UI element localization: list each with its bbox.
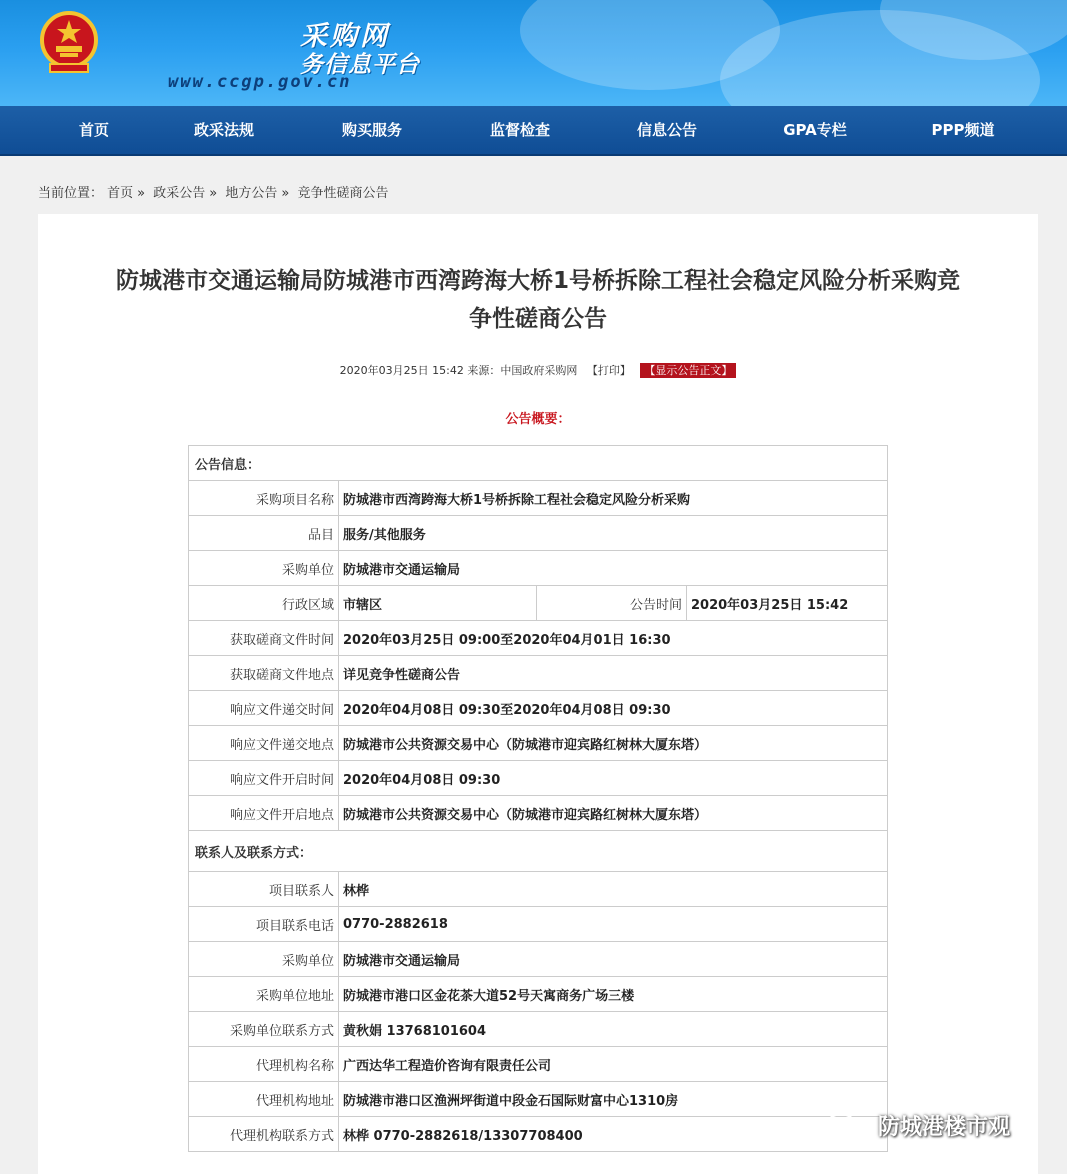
main-nav — [0, 106, 1067, 156]
table-row — [189, 1117, 888, 1152]
row-value: 2020年04月08日 09:30 — [339, 761, 888, 796]
row-value: 详见竞争性磋商公告 — [339, 656, 888, 691]
row-label: 响应文件递交地点 — [189, 726, 339, 761]
section-header: 公告信息： — [189, 446, 888, 481]
breadcrumb: 当前位置： 首页 » 政采公告 » 地方公告 » 竞争性磋商公告 — [38, 186, 389, 201]
row-label: 采购单位地址 — [189, 977, 339, 1012]
table-row — [189, 872, 888, 907]
row-value: 防城港市公共资源交易中心（防城港市迎宾路红树林大厦东塔） — [339, 796, 888, 831]
table-row — [189, 691, 888, 726]
table-row — [189, 446, 888, 481]
row-label: 公告时间 — [537, 586, 687, 621]
row-value: 防城港市公共资源交易中心（防城港市迎宾路红树林大厦东塔） — [339, 726, 888, 761]
info-table — [188, 445, 888, 1152]
table-row — [189, 656, 888, 691]
row-label: 采购项目名称 — [189, 481, 339, 516]
table-row — [189, 551, 888, 586]
article-meta — [38, 362, 1038, 378]
article-panel — [38, 214, 1038, 1174]
section-header: 联系人及联系方式： — [189, 831, 888, 872]
row-label: 代理机构联系方式 — [189, 1117, 339, 1152]
table-row — [189, 907, 888, 942]
table-row — [189, 726, 888, 761]
nav-announcements[interactable]: 信息公告 — [636, 121, 697, 139]
row-label: 获取磋商文件地点 — [189, 656, 339, 691]
row-label: 项目联系人 — [189, 872, 339, 907]
row-label: 响应文件开启地点 — [189, 796, 339, 831]
row-value: 防城港市港口区渔洲坪街道中段金石国际财富中心1310房 — [339, 1082, 888, 1117]
nav-supervision[interactable]: 监督检查 — [489, 121, 550, 139]
row-value: 林桦 — [339, 872, 888, 907]
nav-regulations[interactable]: 政采法规 — [193, 121, 254, 139]
article-title-line2: 争性磋商公告 — [469, 306, 607, 332]
row-label: 响应文件递交时间 — [189, 691, 339, 726]
row-value: 防城港市港口区金花茶大道52号天寓商务广场三楼 — [339, 977, 888, 1012]
row-label: 品目 — [189, 516, 339, 551]
site-subtitle: 务信息平台 — [300, 52, 420, 78]
row-value: 2020年03月25日 09:00至2020年04月01日 16:30 — [339, 621, 888, 656]
watermark-text: 防城港楼市观 — [878, 1115, 1011, 1140]
row-value: 2020年04月08日 09:30至2020年04月08日 09:30 — [339, 691, 888, 726]
breadcrumb-gov-procurement[interactable]: 政采公告 — [153, 186, 206, 201]
row-label: 代理机构地址 — [189, 1082, 339, 1117]
row-value: 防城港市交通运输局 — [339, 942, 888, 977]
row-label: 代理机构名称 — [189, 1047, 339, 1082]
breadcrumb-local[interactable]: 地方公告 — [225, 186, 278, 201]
site-banner — [0, 0, 1067, 106]
breadcrumb-home[interactable]: 首页 — [107, 186, 134, 201]
show-body-button[interactable]: 【显示公告正文】 — [640, 363, 736, 378]
row-label: 采购单位 — [189, 942, 339, 977]
row-value: 服务/其他服务 — [339, 516, 888, 551]
print-button[interactable]: 【打印】 — [586, 364, 631, 377]
row-value: 0770-2882618 — [339, 907, 888, 942]
table-row — [189, 977, 888, 1012]
nav-ppp[interactable]: PPP频道 — [931, 121, 995, 139]
wechat-icon — [826, 1112, 866, 1140]
breadcrumb-current[interactable]: 竞争性磋商公告 — [297, 186, 389, 201]
row-label: 获取磋商文件时间 — [189, 621, 339, 656]
row-label: 采购单位 — [189, 551, 339, 586]
summary-title: 公告概要： — [505, 412, 571, 427]
row-label: 项目联系电话 — [189, 907, 339, 942]
breadcrumb-prefix: 当前位置： — [38, 186, 104, 201]
table-row — [189, 621, 888, 656]
table-row — [189, 942, 888, 977]
row-label: 响应文件开启时间 — [189, 761, 339, 796]
site-title: 采购网 — [300, 21, 390, 52]
table-row — [189, 481, 888, 516]
row-value: 2020年03月25日 15:42 — [687, 586, 888, 621]
table-row — [189, 586, 888, 621]
row-value: 防城港市交通运输局 — [339, 551, 888, 586]
row-label: 采购单位联系方式 — [189, 1012, 339, 1047]
table-row — [189, 831, 888, 872]
table-row — [189, 1047, 888, 1082]
meta-text: 2020年03月25日 15:42 来源：中国政府采购网 — [339, 364, 578, 377]
row-value: 市辖区 — [339, 586, 537, 621]
row-value: 林桦 0770-2882618/13307708400 — [339, 1117, 888, 1152]
article-title — [38, 262, 1038, 338]
row-value: 广西达华工程造价咨询有限责任公司 — [339, 1047, 888, 1082]
row-value: 黄秋娟 13768101604 — [339, 1012, 888, 1047]
row-value: 防城港市西湾跨海大桥1号桥拆除工程社会稳定风险分析采购 — [339, 481, 888, 516]
table-row — [189, 1012, 888, 1047]
row-label: 行政区域 — [189, 586, 339, 621]
table-row — [189, 796, 888, 831]
nav-home[interactable]: 首页 — [78, 121, 109, 139]
article-title-line1: 防城港市交通运输局防城港市西湾跨海大桥1号桥拆除工程社会稳定风险分析采购竞 — [115, 268, 960, 294]
table-row — [189, 516, 888, 551]
site-url: www.ccgp.gov.cn — [168, 72, 352, 92]
nav-services[interactable]: 购买服务 — [341, 121, 402, 139]
table-row — [189, 761, 888, 796]
nav-gpa[interactable]: GPA专栏 — [783, 121, 847, 139]
national-emblem-icon — [38, 10, 100, 74]
table-row — [189, 1082, 888, 1117]
